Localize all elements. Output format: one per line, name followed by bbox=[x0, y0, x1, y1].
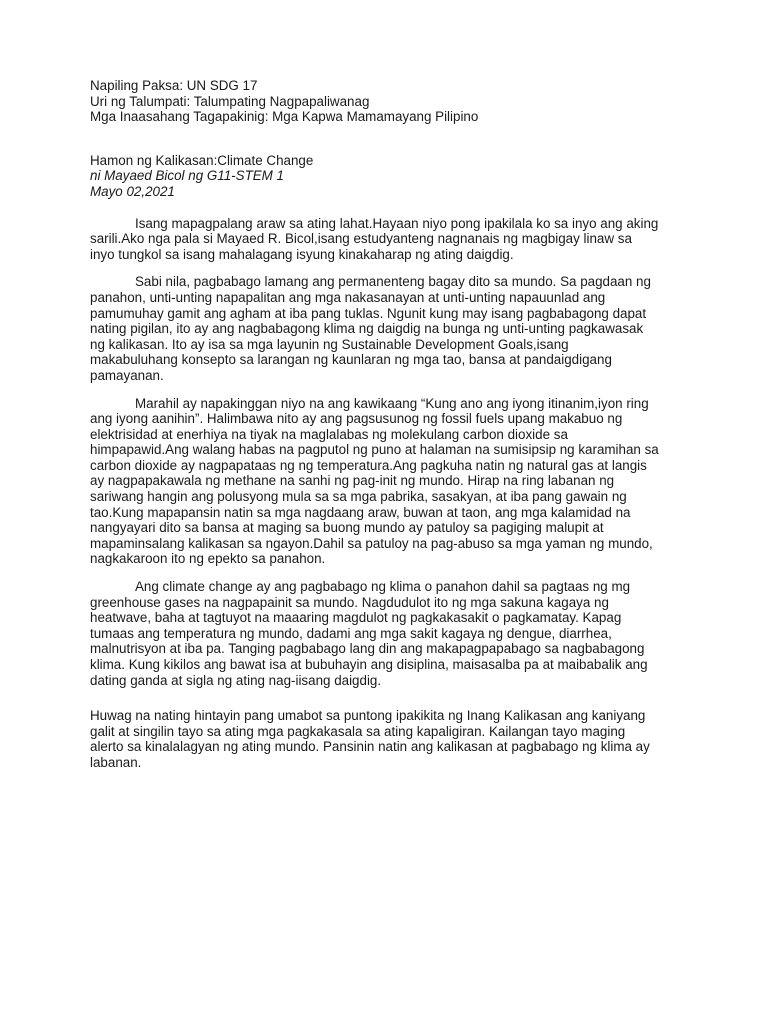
paragraph-line: nating pigilan, ito ay ang nagbabagong klima ng daigdig na bunga ng unti-unting pagkawasak bbox=[90, 321, 644, 337]
paragraph bbox=[90, 708, 690, 770]
speech-body bbox=[90, 216, 690, 771]
paragraph-line: labanan. bbox=[90, 754, 142, 770]
paragraph-line: himpapawid.Ang walang habas na pagputol ng puno at halaman na sumisipsip ng karamihan sa bbox=[90, 442, 659, 458]
paragraph-line: inyo tungkol sa isang mahalagang isyung kinakaharap ng ating daigdig. bbox=[90, 246, 514, 262]
topic-line: Napiling Paksa: UN SDG 17 bbox=[90, 78, 258, 93]
paragraph-line: Isang mapagpalang araw sa ating lahat.Hayaan niyo pong ipakilala ko sa inyo ang aking bbox=[135, 215, 659, 231]
paragraph bbox=[90, 396, 690, 568]
paragraph-line: ang iyong aanihin”. Halimbawa nito ay ang pagsusunog ng fossil fuels upang makabuo ng bbox=[90, 411, 623, 427]
paragraph-line: ng kalikasan. Ito ay isa sa mga layunin ng Sustainable Development Goals,isang bbox=[90, 336, 569, 352]
paragraph-line: tumaas ang temperatura ng mundo, dadami ang mga sakit kagaya ng dengue, diarrhea, bbox=[90, 625, 612, 641]
paragraph-line: mapaminsalang kalikasan sa ngayon.Dahil sa patuloy na pag-abuso sa mga yaman ng mundo, bbox=[90, 535, 653, 551]
date-line: Mayo 02,2021 bbox=[90, 183, 175, 199]
author-line: ni Mayaed Bicol ng G11-STEM 1 bbox=[90, 168, 285, 184]
paragraph-line: pamumuhay gamit ang agham at iba pang tuklas. Ngunit kung may isang pagbabagong dapat bbox=[90, 305, 647, 321]
paragraph-line: klima. Kung kikilos ang bawat isa at bubuhayin ang disiplina, maisasalba pa at maibabalik ang bbox=[90, 657, 648, 672]
paragraph-line: carbon dioxide ay nagpapataas ng ng temperatura.Ang pagkuha natin ng natural gas at langis bbox=[90, 457, 647, 473]
paragraph-line: greenhouse gases na nagpapainit sa mundo. Nagdudulot ito ng mga sakuna kagaya ng bbox=[90, 594, 609, 610]
paragraph bbox=[90, 274, 690, 383]
paragraph-line: Sabi nila, pagbabago lamang ang permanenteng bagay dito sa mundo. Sa pagdaan ng bbox=[135, 274, 651, 290]
paragraph-line: malnutrisyon at iba pa. Tanging pagbabago lang din ang makapagpapabago sa nagbabagong bbox=[90, 641, 645, 657]
paragraph-line: sarili.Ako nga pala si Mayaed R. Bicol,isang estudyanteng nagnanais ng magbigay linaw sa bbox=[90, 231, 632, 247]
paragraph-line: nagkakaroon ito ng epekto sa panahon. bbox=[90, 551, 326, 567]
speech-type-line: Uri ng Talumpati: Talumpating Nagpapaliwanag bbox=[90, 93, 370, 109]
paragraph-line: alerto sa kinalalagyan ng ating mundo. Pansinin natin ang kalikasan at pagbabago ng klima ay bbox=[90, 739, 650, 755]
title-block bbox=[90, 153, 690, 200]
paragraph-line: heatwave, baha at tagtuyot na maaaring magdulot ng pagkakasakit o pagkamatay. Kapag bbox=[90, 610, 622, 626]
paragraph-line: panahon, unti-unting napapalitan ang mga nakasanayan at unti-unting napauunlad ang bbox=[90, 289, 606, 305]
paragraph-line: Marahil ay napakinggan niyo na ang kawikaang “Kung ano ang iyong itinanim,iyon ring bbox=[135, 395, 649, 411]
audience-line: Mga Inaasahang Tagapakinig: Mga Kapwa Mamamayang Pilipino bbox=[90, 109, 479, 125]
paragraph-line: ay nagpapakawala ng methane na sanhi ng pag-init ng mundo. Hirap na ring labanan ng bbox=[90, 473, 615, 489]
paragraph-line: makabuluhang konsepto sa larangan ng kaunlaran ng mga tao, bansa at pandaigdigang bbox=[90, 352, 612, 368]
paragraph-line: pamayanan. bbox=[90, 367, 164, 383]
paragraph-line: sariwang hangin ang polusyong mula sa sa mga pabrika, sasakyan, at iba pang gawain ng bbox=[90, 489, 627, 505]
paragraph-line: nangyayari dito sa bansa at maging sa buong mundo ay patuloy sa pagiging malupit at bbox=[90, 520, 604, 536]
paragraph-line: elektrisidad at enerhiya na tiyak na maglalabas ng molekulang carbon dioxide sa bbox=[90, 426, 568, 442]
paragraph-line: Ang climate change ay ang pagbabago ng klima o panahon dahil sa pagtaas ng mg bbox=[135, 579, 631, 595]
document-page bbox=[90, 78, 690, 783]
speech-title: Hamon ng Kalikasan:Climate Change bbox=[90, 152, 314, 168]
paragraph bbox=[90, 216, 690, 263]
paragraph bbox=[90, 579, 690, 688]
header-block bbox=[90, 78, 690, 125]
paragraph-line: galit at singilin tayo sa ating mga pagkakasala sa ating kapaligiran. Kailangan tayo maging bbox=[90, 723, 626, 739]
paragraph-line: tao.Kung mapapansin natin sa mga nagdaang araw, buwan at taon, ang mga kalamidad na bbox=[90, 504, 631, 520]
paragraph-line: dating ganda at sigla ng ating nag-iisang daigdig. bbox=[90, 672, 382, 688]
paragraph-line: Huwag na nating hintayin pang umabot sa puntong ipakikita ng Inang Kalikasan ang kaniyang bbox=[90, 708, 646, 724]
